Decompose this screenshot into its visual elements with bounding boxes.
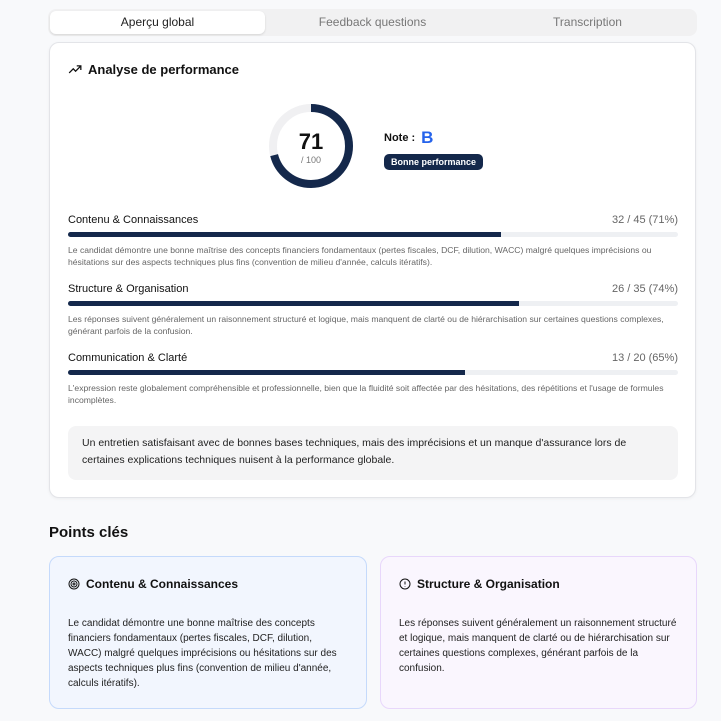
grade (384, 128, 433, 148)
progress-bar (68, 370, 678, 375)
section-description: L'expression reste globalement compréhensible et professionnelle, bien que la fluidité soit affectée par des hésitations, des répétitions et l'usage de formules incomplètes. (68, 383, 664, 405)
grade-value: B (421, 128, 434, 147)
section-score: 13 / 20 (65%) (611, 352, 678, 364)
tab-feedback-questions[interactable]: Feedback questions (318, 15, 427, 29)
alert-circle-icon (399, 578, 411, 590)
section-label: Communication & Clarté (68, 352, 188, 364)
score-max: / 100 (300, 155, 322, 165)
section-score: 26 / 35 (74%) (611, 283, 678, 295)
note-label: Note : (384, 132, 416, 144)
key-point-title: Structure & Organisation (417, 577, 560, 591)
key-point-title: Contenu & Connaissances (86, 577, 239, 591)
progress-fill (68, 232, 501, 237)
section-description: Les réponses suivent généralement un raisonnement structuré et logique, mais manquent de clarté ou de hiérarchisation sur certaines questions complexes, générant parfois de la confusion. (68, 314, 664, 336)
trending-up-icon (68, 63, 82, 77)
key-points-heading: Points clés (49, 524, 129, 541)
tab-bar (48, 9, 697, 36)
key-point-description: Le candidat démontre une bonne maîtrise des concepts financiers fondamentaux (pertes fiscales, DCF, dilution, WACC) malgré quelques imprécisions ou hésitations sur des aspects techniques plus fins (convention de milieu d'année, calculs itératifs). (68, 618, 337, 689)
key-point-description: Les réponses suivent généralement un raisonnement structuré et logique, mais manquent de clarté ou de hiérarchisation sur certaines questions complexes, générant parfois de la confusion. (399, 618, 677, 674)
section-label: Structure & Organisation (68, 283, 189, 295)
section-label: Contenu & Connaissances (68, 214, 199, 226)
performance-card (49, 42, 696, 498)
section-description: Le candidat démontre une bonne maîtrise des concepts financiers fondamentaux (pertes fiscales, DCF, dilution, WACC) malgré quelques imprécisions ou hésitations sur des aspects techniques plus fins (convention de milieu d'année, calculs itératifs). (68, 245, 652, 267)
score-value: 71 (298, 129, 324, 154)
progress-fill (68, 370, 465, 375)
summary-box: Un entretien satisfaisant avec de bonnes bases techniques, mais des imprécisions et un manque d'assurance lors de certaines explications techniques nuisent à la performance globale. (68, 426, 678, 480)
performance-title (68, 62, 239, 77)
section-score: 32 / 45 (71%) (611, 214, 678, 226)
performance-title-text: Analyse de performance (88, 62, 240, 77)
target-icon (68, 578, 80, 590)
section-contenu (68, 214, 678, 268)
key-point-card-contenu (49, 556, 367, 709)
section-communication (68, 352, 678, 406)
performance-badge: Bonne performance (384, 154, 483, 170)
progress-bar (68, 301, 678, 306)
progress-bar (68, 232, 678, 237)
key-point-card-structure (380, 556, 697, 709)
section-structure (68, 283, 678, 337)
tab-apercu-global[interactable]: Aperçu global (50, 11, 265, 34)
progress-fill (68, 301, 519, 306)
tab-transcription[interactable]: Transcription (553, 15, 622, 29)
